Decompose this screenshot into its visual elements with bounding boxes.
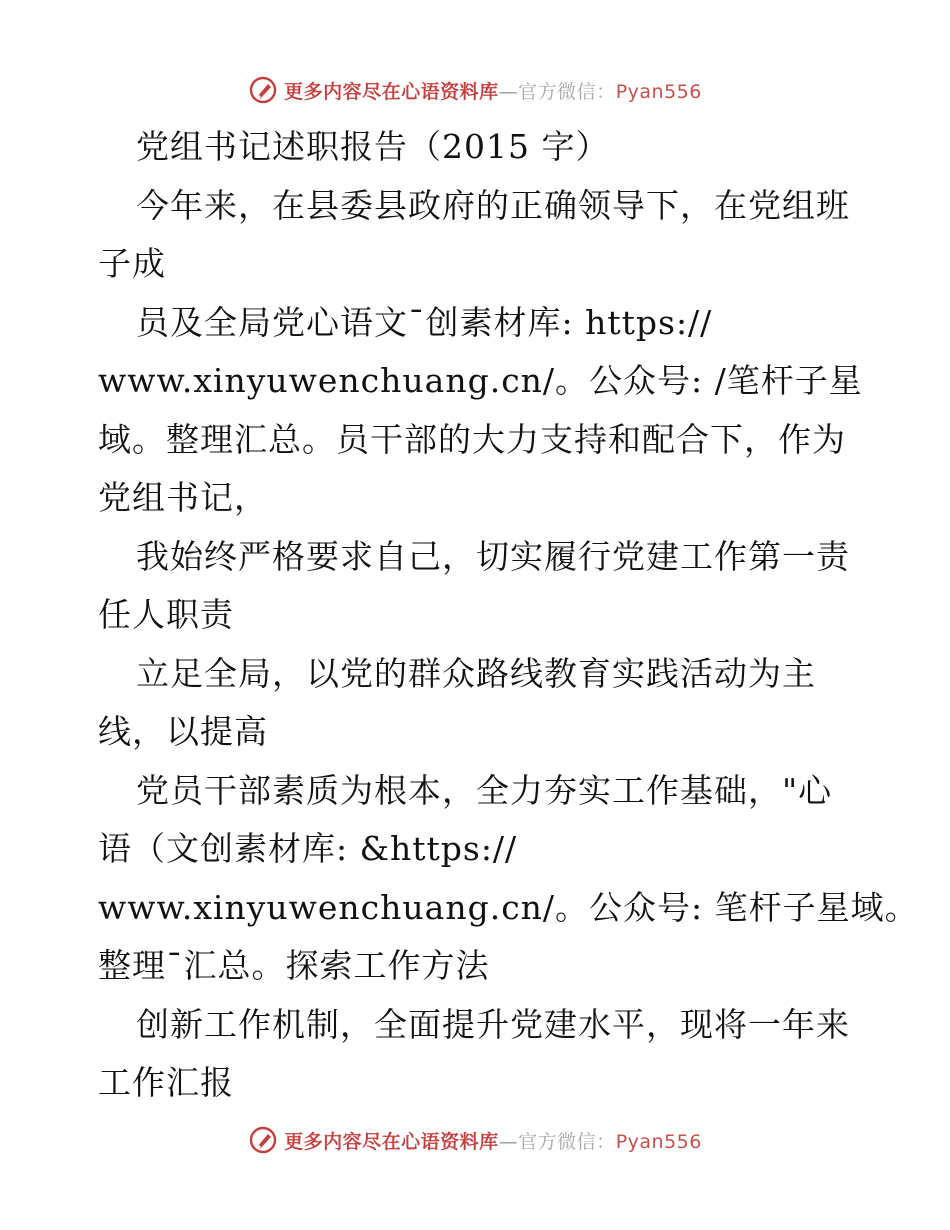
banner-main-text: 更多内容尽在心语资料库 <box>284 1130 499 1153</box>
doc-line: 员及全局党心语文¯创素材库: https:// <box>136 302 713 342</box>
doc-line: 线，以提高 <box>98 712 268 751</box>
doc-line: 整理¯汇总。探索工作方法 <box>98 946 490 985</box>
banner-separator: — <box>498 1130 519 1153</box>
doc-line: 域。整理汇总。员干部的大力支持和配合下，作为 <box>98 419 846 459</box>
doc-line: 工作汇报 <box>98 1063 234 1102</box>
doc-line: www.xinyuwenchuang.cn/。公众号: /笔杆子星 <box>98 361 863 400</box>
document-body <box>98 118 919 1113</box>
banner-account: Pyan556 <box>615 1130 702 1153</box>
doc-line: 子成 <box>98 244 166 283</box>
doc-line: 任人职责 <box>98 595 234 634</box>
doc-line: 立足全局，以党的群众路线教育实践活动为主 <box>136 653 816 693</box>
doc-line: 语（文创素材库: &https:// <box>98 829 518 868</box>
doc-line: 我始终严格要求自己，切实履行党建工作第一责 <box>136 536 850 576</box>
pen-logo-icon <box>248 75 278 105</box>
banner-text <box>284 1127 702 1154</box>
doc-line: 党员干部素质为根本，全力夯实工作基础，"心 <box>136 770 833 810</box>
header-banner <box>0 70 950 110</box>
banner-main-text: 更多内容尽在心语资料库 <box>284 80 499 103</box>
doc-line: 创新工作机制，全面提升党建水平，现将一年来 <box>136 1004 850 1044</box>
banner-text <box>284 77 702 104</box>
pen-logo-icon <box>248 1125 278 1155</box>
banner-separator: — <box>498 80 519 103</box>
banner-wechat-label: 官方微信： <box>518 80 616 103</box>
footer-banner <box>0 1120 950 1160</box>
doc-line: 今年来，在县委县政府的正确领导下，在党组班 <box>136 185 850 225</box>
banner-wechat-label: 官方微信： <box>518 1130 616 1153</box>
banner-account: Pyan556 <box>615 80 702 103</box>
doc-line: 党组书记， <box>98 478 268 517</box>
doc-line: www.xinyuwenchuang.cn/。公众号: 笔杆子星域。 <box>98 887 919 927</box>
doc-title: 党组书记述职报告（2015 字） <box>136 127 610 166</box>
